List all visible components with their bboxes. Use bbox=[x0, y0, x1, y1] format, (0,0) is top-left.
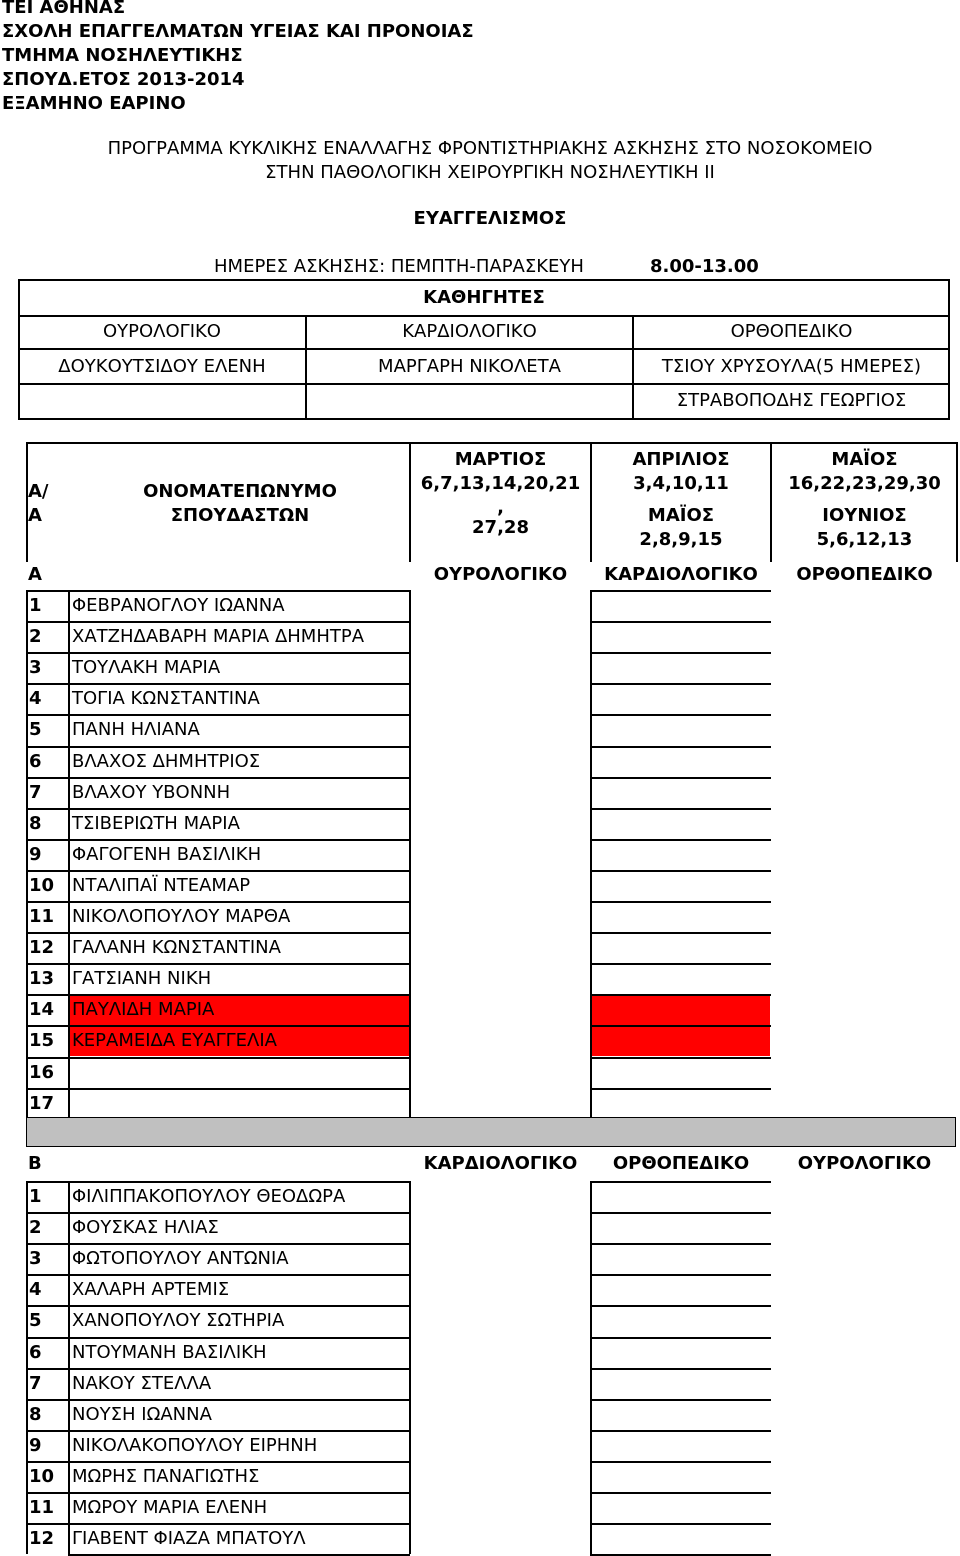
student-number: 12 bbox=[29, 937, 55, 959]
period3-days-2: 5,6,12,13 bbox=[816, 529, 913, 550]
group-b-assignment-1: ΚΑΡΔΙΟΛΟΓΙΚΟ bbox=[423, 1153, 578, 1174]
student-name: ΦΑΓΟΓΕΝΗ ΒΑΣΙΛΙΚΗ bbox=[72, 843, 262, 865]
student-name: ΠΑΥΛΙΔΗ ΜΑΡΙΑ bbox=[72, 999, 215, 1021]
period2-month-2: ΜΑΪΟΣ bbox=[647, 505, 715, 526]
teachers-title: ΚΑΘΗΓΗΤΕΣ bbox=[423, 287, 545, 308]
student-number: 2 bbox=[29, 1217, 42, 1239]
student-name: ΝΑΚΟΥ ΣΤΕΛΛΑ bbox=[72, 1372, 212, 1394]
student-number: 5 bbox=[29, 1310, 42, 1332]
period3-month-2: ΙΟΥΝΙΟΣ bbox=[822, 505, 907, 526]
student-number: 4 bbox=[29, 688, 42, 710]
practice-days: ΗΜΕΡΕΣ ΑΣΚΗΣΗΣ: ΠΕΜΠΤΗ-ΠΑΡΑΣΚΕΥΗ bbox=[214, 256, 584, 277]
name-header-1: ΟΝΟΜΑΤΕΠΩΝΥΜΟ bbox=[143, 481, 337, 502]
student-number: 17 bbox=[29, 1092, 55, 1114]
highlight-cardio-cell bbox=[592, 995, 770, 1025]
highlight-cardio-cell bbox=[592, 1026, 770, 1056]
student-name: ΧΑΝΟΠΟΥΛΟΥ ΣΩΤΗΡΙΑ bbox=[72, 1310, 285, 1332]
name-header-2: ΣΠΟΥΔΑΣΤΩΝ bbox=[170, 505, 310, 526]
student-name: ΒΛΑΧΟΣ ΔΗΜΗΤΡΙΟΣ bbox=[72, 750, 261, 772]
student-name: ΜΩΡΟΥ ΜΑΡΙΑ ΕΛΕΝΗ bbox=[72, 1497, 268, 1518]
student-number: 13 bbox=[29, 968, 55, 990]
student-number: 7 bbox=[29, 1372, 42, 1394]
student-name: ΝΙΚΟΛΟΠΟΥΛΟΥ ΜΑΡΘΑ bbox=[72, 906, 291, 927]
group-a-label: Α bbox=[28, 564, 42, 585]
student-name: ΝΟΥΣΗ ΙΩΑΝΝΑ bbox=[72, 1403, 212, 1425]
student-name: ΓΙΑΒΕΝΤ ΦΙΑΖΑ ΜΠΑΤΟΥΛ bbox=[72, 1528, 306, 1550]
student-name: ΤΟΓΙΑ ΚΩΝΣΤΑΝΤΙΝΑ bbox=[72, 688, 260, 710]
teacher-orthopedic-2: ΣΤΡΑΒΟΠΟΔΗΣ ΓΕΩΡΓΙΟΣ bbox=[676, 390, 907, 411]
student-number: 7 bbox=[29, 781, 42, 803]
teacher-urology: ΔΟΥΚΟΥΤΣΙΔΟΥ ΕΛΕΝΗ bbox=[58, 356, 266, 377]
aa-header-1: Α/ bbox=[28, 481, 49, 502]
student-number: 6 bbox=[29, 1341, 42, 1363]
group-a-assignment-1: ΟΥΡΟΛΟΓΙΚΟ bbox=[433, 564, 568, 585]
student-name: ΧΑΤΖΗΔΑΒΑΡΗ ΜΑΡΙΑ ΔΗΜΗΤΡΑ bbox=[72, 626, 365, 648]
period3-month: ΜΑΪΟΣ bbox=[831, 449, 898, 470]
program-title-1: ΠΡΟΓΡΑΜΜΑ ΚΥΚΛΙΚΗΣ ΕΝΑΛΛΑΓΗΣ ΦΡΟΝΤΙΣΤΗΡΙΑΚΗΣ ΑΣΚΗΣΗΣ ΣΤΟ ΝΟΣΟΚΟΜΕΙΟ bbox=[107, 138, 873, 159]
student-name: ΝΤΟΥΜΑΝΗ ΒΑΣΙΛΙΚΗ bbox=[72, 1341, 267, 1363]
student-number: 2 bbox=[29, 626, 42, 648]
student-name: ΚΕΡΑΜΕΙΔΑ ΕΥΑΓΓΕΛΙΑ bbox=[72, 1030, 277, 1052]
teacher-col-cardiology: ΚΑΡΔΙΟΛΟΓΙΚΟ bbox=[402, 321, 537, 342]
teacher-col-urology: ΟΥΡΟΛΟΓΙΚΟ bbox=[103, 321, 221, 342]
student-name: ΦΙΛΙΠΠΑΚΟΠΟΥΛΟΥ ΘΕΟΔΩΡΑ bbox=[72, 1186, 346, 1207]
student-number: 10 bbox=[29, 874, 55, 896]
student-name: ΓΑΛΑΝΗ ΚΩΝΣΤΑΝΤΙΝΑ bbox=[72, 937, 281, 959]
practice-hours: 8.00-13.00 bbox=[650, 256, 759, 277]
academic-year-line: ΣΠΟΥΔ.ΕΤΟΣ 2013-2014 bbox=[2, 69, 245, 90]
student-number: 15 bbox=[29, 1030, 55, 1052]
group-a-assignment-2: ΚΑΡΔΙΟΛΟΓΙΚΟ bbox=[604, 564, 758, 585]
student-number: 4 bbox=[29, 1279, 42, 1301]
student-number: 9 bbox=[29, 843, 42, 865]
group-b-assignment-2: ΟΡΘΟΠΕΔΙΚΟ bbox=[612, 1153, 750, 1174]
student-name: ΝΤΑΛΙΠΑΪ ΝΤΕΑΜΑΡ bbox=[72, 874, 251, 896]
aa-header-2: Α bbox=[28, 505, 42, 526]
student-number: 11 bbox=[29, 906, 55, 927]
school-line: ΣΧΟΛΗ ΕΠΑΓΓΕΛΜΑΤΩΝ ΥΓΕΙΑΣ ΚΑΙ ΠΡΟΝΟΙΑΣ bbox=[2, 21, 474, 42]
program-title-2: ΣΤΗΝ ΠΑΘΟΛΟΓΙΚΗ ΧΕΙΡΟΥΡΓΙΚΗ ΝΟΣΗΛΕΥΤΙΚΗ ΙΙ bbox=[265, 162, 715, 183]
group-a-assignment-3: ΟΡΘΟΠΕΔΙΚΟ bbox=[796, 564, 933, 585]
student-number: 1 bbox=[29, 1186, 42, 1207]
student-number: 11 bbox=[29, 1497, 55, 1518]
group-separator bbox=[26, 1117, 956, 1147]
teacher-cardiology: ΜΑΡΓΑΡΗ ΝΙΚΟΛΕΤΑ bbox=[378, 356, 561, 377]
period1-days-2: 27,28 bbox=[472, 517, 529, 538]
period1-days: 6,7,13,14,20,21 bbox=[420, 473, 581, 494]
student-name: ΜΩΡΗΣ ΠΑΝΑΓΙΩΤΗΣ bbox=[72, 1465, 260, 1487]
student-number: 3 bbox=[29, 657, 42, 679]
student-number: 3 bbox=[29, 1248, 42, 1270]
student-number: 12 bbox=[29, 1528, 55, 1550]
student-name: ΧΑΛΑΡΗ ΑΡΤΕΜΙΣ bbox=[72, 1279, 230, 1301]
student-name: ΦΟΥΣΚΑΣ ΗΛΙΑΣ bbox=[72, 1217, 219, 1239]
student-name: ΝΙΚΟΛΑΚΟΠΟΥΛΟΥ ΕΙΡΗΝΗ bbox=[72, 1434, 318, 1456]
student-number: 9 bbox=[29, 1434, 42, 1456]
student-number: 10 bbox=[29, 1465, 55, 1487]
student-number: 16 bbox=[29, 1061, 55, 1083]
period2-days-2: 2,8,9,15 bbox=[639, 529, 723, 550]
student-number: 8 bbox=[29, 1403, 42, 1425]
student-number: 1 bbox=[29, 595, 42, 616]
hospital-name: ΕΥΑΓΓΕΛΙΣΜΟΣ bbox=[413, 208, 567, 229]
period1-month: ΜΑΡΤΙΟΣ bbox=[454, 449, 547, 470]
period2-days: 3,4,10,11 bbox=[633, 473, 729, 494]
student-number: 5 bbox=[29, 719, 42, 741]
student-name: ΤΟΥΛΑΚΗ ΜΑΡΙΑ bbox=[72, 657, 221, 679]
period2-month: ΑΠΡΙΛΙΟΣ bbox=[632, 449, 730, 470]
student-name: ΦΩΤΟΠΟΥΛΟΥ ΑΝΤΩΝΙΑ bbox=[72, 1248, 289, 1270]
student-name: ΦΕΒΡΑΝΟΓΛΟΥ ΙΩΑΝΝΑ bbox=[72, 595, 285, 616]
student-number: 14 bbox=[29, 999, 55, 1021]
student-number: 8 bbox=[29, 812, 42, 834]
period1-comma: , bbox=[497, 497, 504, 518]
teacher-col-orthopedic: ΟΡΘΟΠΕΔΙΚΟ bbox=[730, 321, 853, 342]
group-b-assignment-3: ΟΥΡΟΛΟΓΙΚΟ bbox=[797, 1153, 932, 1174]
period3-days: 16,22,23,29,30 bbox=[788, 473, 941, 494]
student-name: ΒΛΑΧΟΥ ΥΒΟΝΝΗ bbox=[72, 781, 231, 803]
teacher-orthopedic-1: ΤΣΙΟΥ ΧΡΥΣΟΥΛΑ(5 ΗΜΕΡΕΣ) bbox=[661, 356, 922, 377]
student-name: ΓΑΤΣΙΑΝΗ ΝΙΚΗ bbox=[72, 968, 212, 990]
semester-line: ΕΞΑΜΗΝΟ ΕΑΡΙΝΟ bbox=[2, 93, 186, 114]
student-number: 6 bbox=[29, 750, 42, 772]
group-b-label: Β bbox=[28, 1153, 42, 1174]
student-name: ΠΑΝΗ ΗΛΙΑΝΑ bbox=[72, 719, 200, 741]
department-line: ΤΜΗΜΑ ΝΟΣΗΛΕΥΤΙΚΗΣ bbox=[2, 45, 243, 66]
institution-line: ΤΕΙ ΑΘΗΝΑΣ bbox=[2, 0, 126, 18]
student-name: ΤΣΙΒΕΡΙΩΤΗ ΜΑΡΙΑ bbox=[72, 812, 240, 834]
